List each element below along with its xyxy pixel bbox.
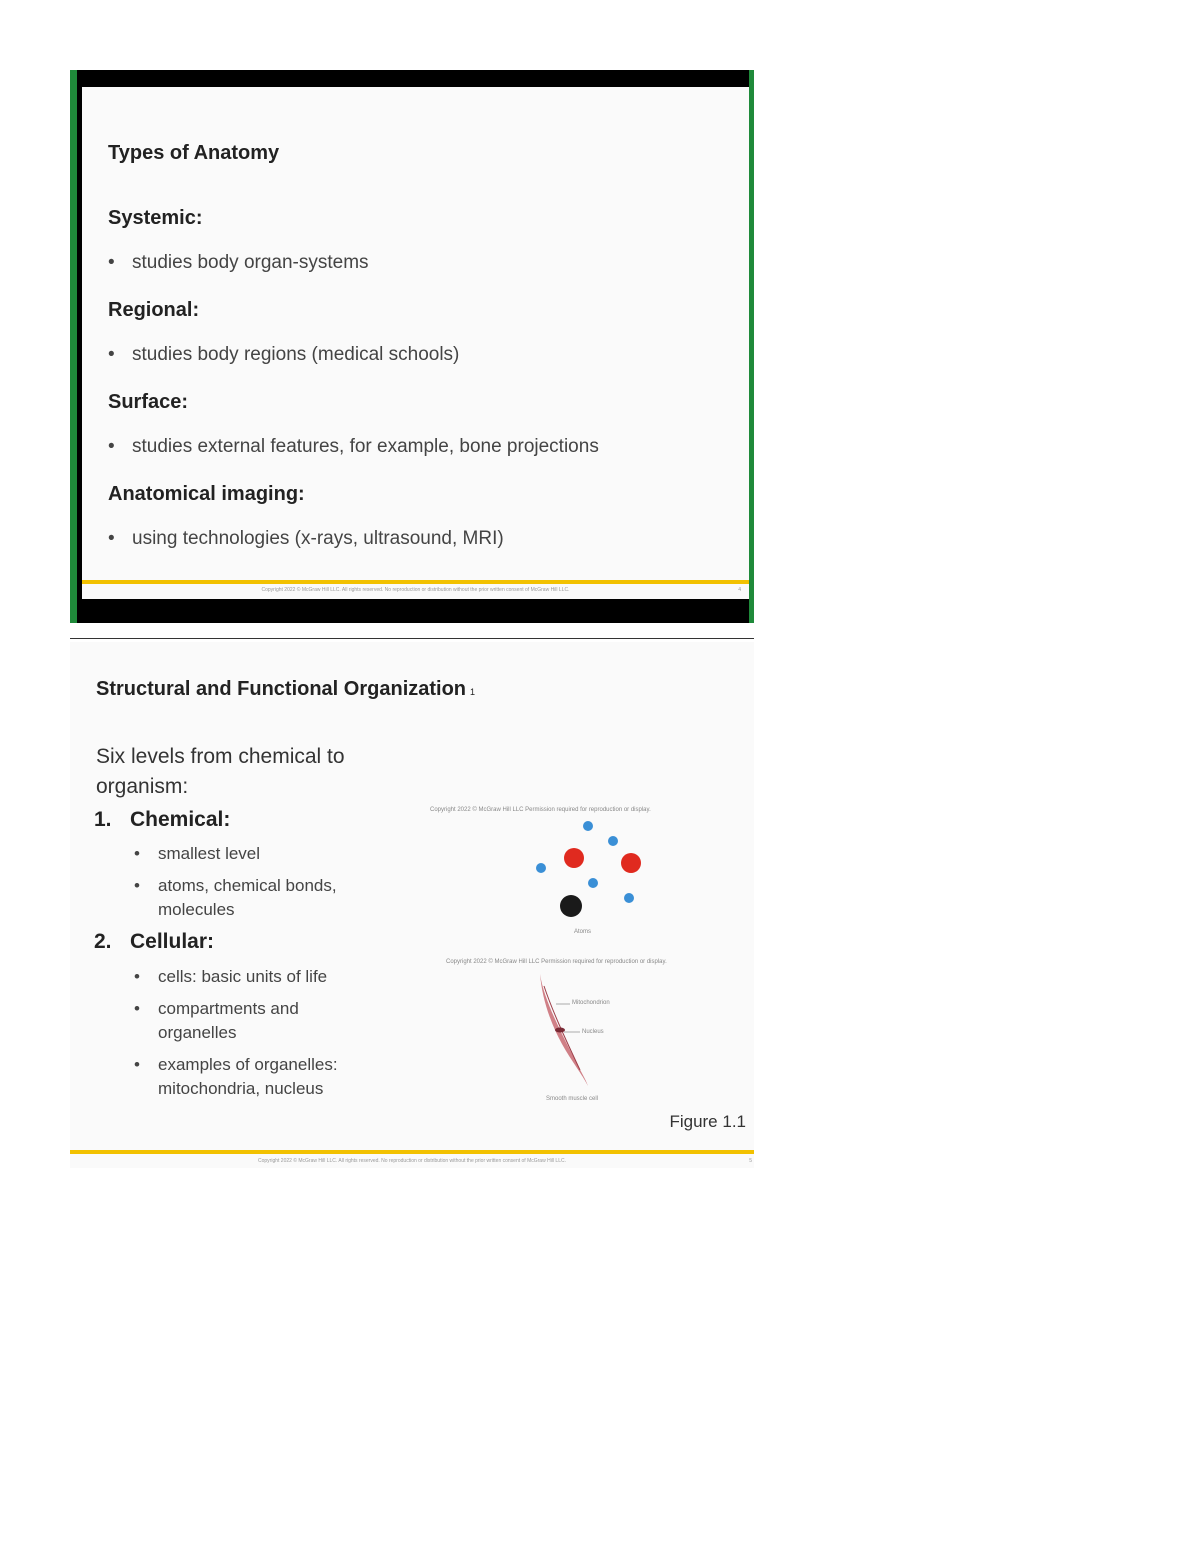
item-text: examples of organelles: mitochondria, nucleus (158, 1055, 338, 1098)
item-text: cells: basic units of life (158, 967, 328, 986)
slide-content (82, 87, 749, 599)
hydrogen-atom (583, 821, 593, 831)
hydrogen-atom (608, 836, 618, 846)
list-item (134, 874, 374, 922)
bullet-anatomical-imaging (108, 528, 504, 550)
nucleus-shape (555, 1028, 565, 1033)
nucleus-label: Nucleus (582, 1029, 604, 1035)
page-divider (70, 638, 754, 639)
slide-types-of-anatomy (70, 70, 754, 623)
footer-rule (82, 580, 749, 584)
figure-label: Figure 1.1 (669, 1112, 746, 1131)
right-accent-bar (749, 70, 754, 623)
slide-structural-functional-organization (70, 642, 754, 1168)
intro-text: Six levels from chemical to organism: (96, 745, 345, 798)
bullet-text: studies body organ-systems (132, 252, 369, 273)
oxygen-atom (621, 853, 641, 873)
heading-anatomical-imaging: Anatomical imaging: (108, 483, 305, 505)
copyright-footer: Copyright 2022 © McGraw Hill LLC. All rights reserved. No reproduction or distribution without the prior written consent of McGraw Hill LLC. (261, 587, 570, 593)
bullet-mark: • (134, 876, 140, 895)
footer-rule (70, 1150, 754, 1154)
bullet-mark: • (134, 999, 140, 1018)
carbon-atom (560, 895, 582, 917)
hydrogen-atom (588, 878, 598, 888)
level-name: Cellular: (130, 930, 215, 953)
bullet-mark: • (108, 528, 115, 549)
bullet-mark: • (134, 967, 140, 986)
heading-regional: Regional: (108, 299, 200, 321)
mitochondrion-label: Mitochondrion (572, 1000, 610, 1006)
bullet-text: studies external features, for example, bone projections (132, 436, 599, 457)
slide-title: Types of Anatomy (108, 142, 280, 164)
level-number: 1. (94, 808, 112, 831)
item-text: smallest level (158, 844, 261, 863)
bullet-mark: • (108, 436, 115, 457)
hydrogen-atom (624, 893, 634, 903)
item-text: compartments and organelles (158, 999, 299, 1042)
atoms-illustration (510, 812, 650, 922)
figure-copyright-middle: Copyright 2022 © McGraw Hill LLC Permission required for reproduction or display. (446, 959, 667, 965)
page-number: 4 (738, 587, 741, 593)
heading-systemic: Systemic: (108, 207, 203, 229)
list-item (134, 965, 374, 989)
atoms-label: Atoms (574, 929, 592, 935)
level-name: Chemical: (130, 808, 231, 831)
bullet-text: using technologies (x-rays, ultrasound, MRI) (132, 528, 504, 549)
list-item (134, 1053, 374, 1101)
hydrogen-atom (536, 863, 546, 873)
cell-label: Smooth muscle cell (546, 1096, 599, 1102)
level-number: 2. (94, 930, 112, 953)
title-text: Structural and Functional Organization (96, 678, 467, 700)
heading-surface: Surface: (108, 391, 189, 413)
item-text: atoms, chemical bonds, molecules (158, 876, 337, 919)
bullet-mark: • (134, 844, 140, 863)
copyright-footer: Copyright 2022 © McGraw Hill LLC. All rights reserved. No reproduction or distribution without the prior written consent of McGraw Hill LLC. (258, 1158, 566, 1164)
bullet-surface (108, 436, 599, 458)
page-number: 5 (749, 1158, 752, 1164)
slide-title (96, 678, 475, 701)
bullet-systemic (108, 252, 369, 274)
bullet-mark: • (134, 1055, 140, 1074)
bullet-text: studies body regions (medical schools) (132, 344, 460, 365)
figure-copyright-top: Copyright 2022 © McGraw Hill LLC Permission required for reproduction or display. (430, 807, 651, 813)
title-superscript: 1 (470, 687, 476, 697)
bullet-regional (108, 344, 459, 366)
level-cellular (94, 930, 214, 954)
level-chemical (94, 808, 230, 832)
left-accent-bar (70, 70, 77, 623)
bullet-mark: • (108, 252, 115, 273)
oxygen-atom (564, 848, 584, 868)
list-item (134, 842, 374, 866)
bullet-mark: • (108, 344, 115, 365)
list-item (134, 997, 374, 1045)
